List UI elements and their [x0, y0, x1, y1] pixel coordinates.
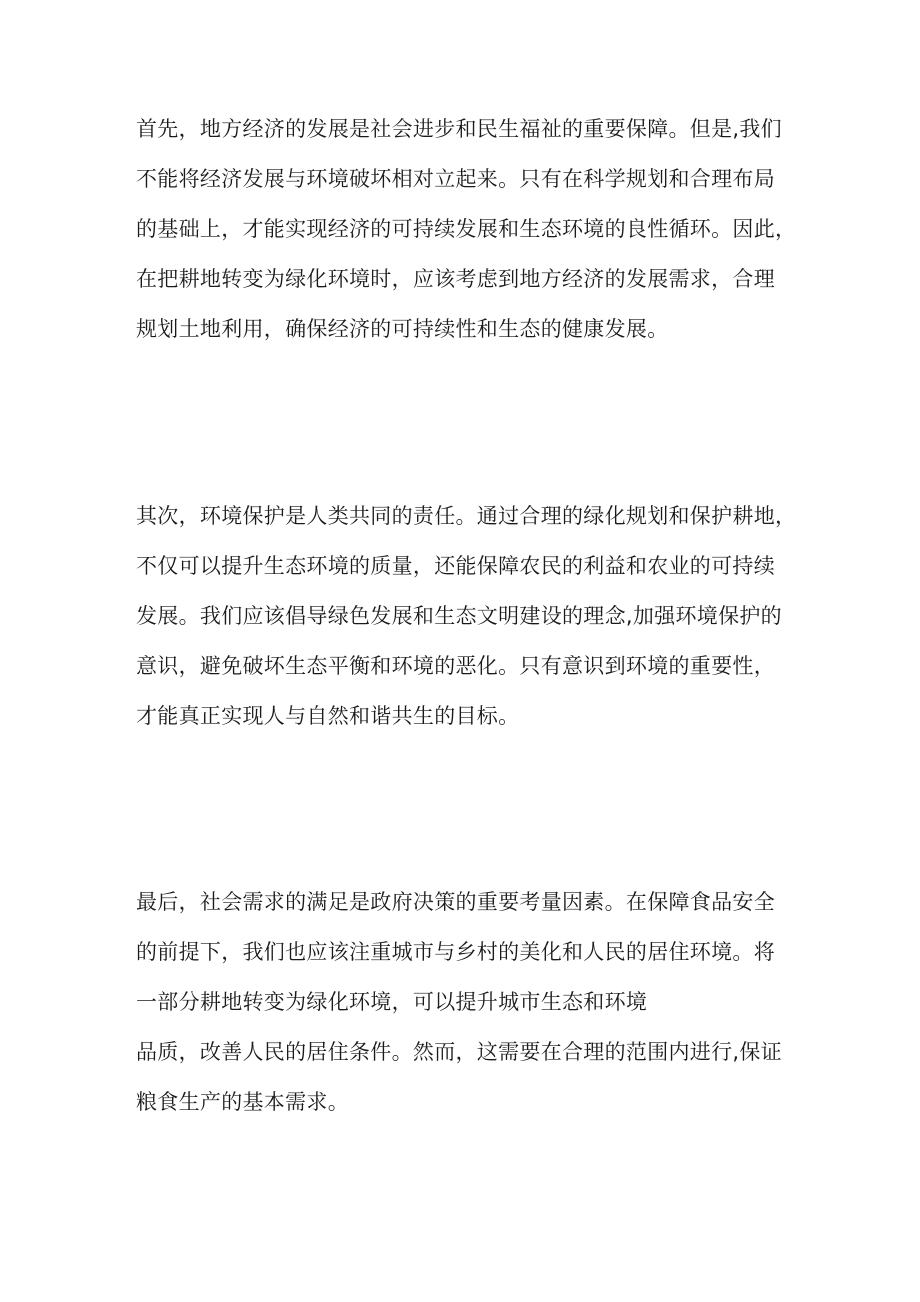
paragraph-line: 品质，改善人民的居住条件。然而，这需要在合理的范围内进行,保证 — [136, 1040, 782, 1064]
paragraph-line: 一部分耕地转变为绿化环境，可以提升城市生态和环境 — [136, 990, 648, 1014]
paragraph-economy — [136, 104, 796, 354]
paragraph-line: 才能真正实现人与自然和谐共生的目标。 — [136, 704, 520, 728]
paragraph-line: 的前提下，我们也应该注重城市与乡村的美化和人民的居住环境。将 — [136, 940, 775, 964]
paragraph-line: 发展。我们应该倡导绿色发展和生态文明建设的理念,加强环境保护的 — [136, 604, 782, 628]
paragraph-line: 规划土地利用，确保经济的可持续性和生态的健康发展。 — [136, 317, 669, 341]
paragraph-line: 不能将经济发展与环境破坏相对立起来。只有在科学规划和合理布局 — [136, 167, 775, 191]
paragraph-line: 在把耕地转变为绿化环境时，应该考虑到地方经济的发展需求，合理 — [136, 267, 775, 291]
paragraph-environment — [136, 491, 796, 741]
paragraph-line: 的基础上，才能实现经济的可持续发展和生态环境的良性循环。因此， — [136, 217, 797, 241]
paragraph-line: 意识，避免破坏生态平衡和环境的恶化。只有意识到环境的重要性， — [136, 654, 775, 678]
paragraph-line: 粮食生产的基本需求。 — [136, 1090, 349, 1114]
paragraph-line: 不仅可以提升生态环境的质量，还能保障农民的利益和农业的可持续 — [136, 554, 775, 578]
paragraph-line: 首先，地方经济的发展是社会进步和民生福祉的重要保障。但是,我们 — [136, 117, 782, 141]
paragraph-line: 其次，环境保护是人类共同的责任。通过合理的绿化规划和保护耕地， — [136, 504, 797, 528]
paragraph-social-needs — [136, 877, 796, 1127]
paragraph-line: 最后，社会需求的满足是政府决策的重要考量因素。在保障食品安全 — [136, 890, 775, 914]
